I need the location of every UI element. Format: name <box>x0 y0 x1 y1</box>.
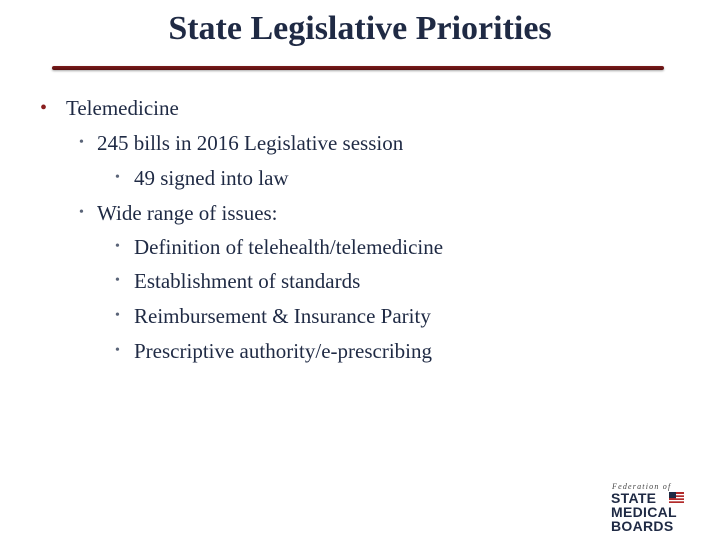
fsmb-logo <box>610 482 688 534</box>
bullet-text: Reimbursement & Insurance Parity <box>134 304 431 328</box>
bullet-text: Definition of telehealth/telemedicine <box>134 235 444 259</box>
bullet-item <box>40 96 179 120</box>
bullet-text: Telemedicine <box>66 96 179 120</box>
bullet-item <box>115 304 431 328</box>
logo-tagline: Federation of <box>612 482 672 491</box>
bullet-marker: • <box>115 308 120 323</box>
bullet-marker: • <box>115 343 120 358</box>
logo-medical: MEDICAL <box>611 504 677 520</box>
logo-state: STATE <box>611 490 657 506</box>
flag-icon <box>669 492 684 503</box>
bullet-marker: • <box>115 239 120 254</box>
bullet-text: 245 bills in 2016 Legislative session <box>97 131 404 155</box>
bullet-item <box>115 269 361 293</box>
bullet-marker: • <box>79 135 84 150</box>
bullet-item <box>115 166 289 190</box>
bullet-item <box>115 235 444 259</box>
slide-title: State Legislative Priorities <box>168 10 552 47</box>
title-divider <box>52 66 664 70</box>
bullet-text: Wide range of issues: <box>97 201 278 225</box>
bullet-text: 49 signed into law <box>134 166 289 190</box>
bullet-marker: • <box>115 273 120 288</box>
bullet-item <box>79 131 404 155</box>
logo-boards: BOARDS <box>611 518 674 534</box>
bullet-marker: • <box>115 170 120 185</box>
bullet-marker: • <box>79 205 84 220</box>
bullet-marker: • <box>40 97 48 119</box>
bullet-item <box>115 339 432 363</box>
bullet-item <box>79 201 278 225</box>
bullet-text: Establishment of standards <box>134 269 361 293</box>
bullet-text: Prescriptive authority/e-prescribing <box>134 339 432 363</box>
